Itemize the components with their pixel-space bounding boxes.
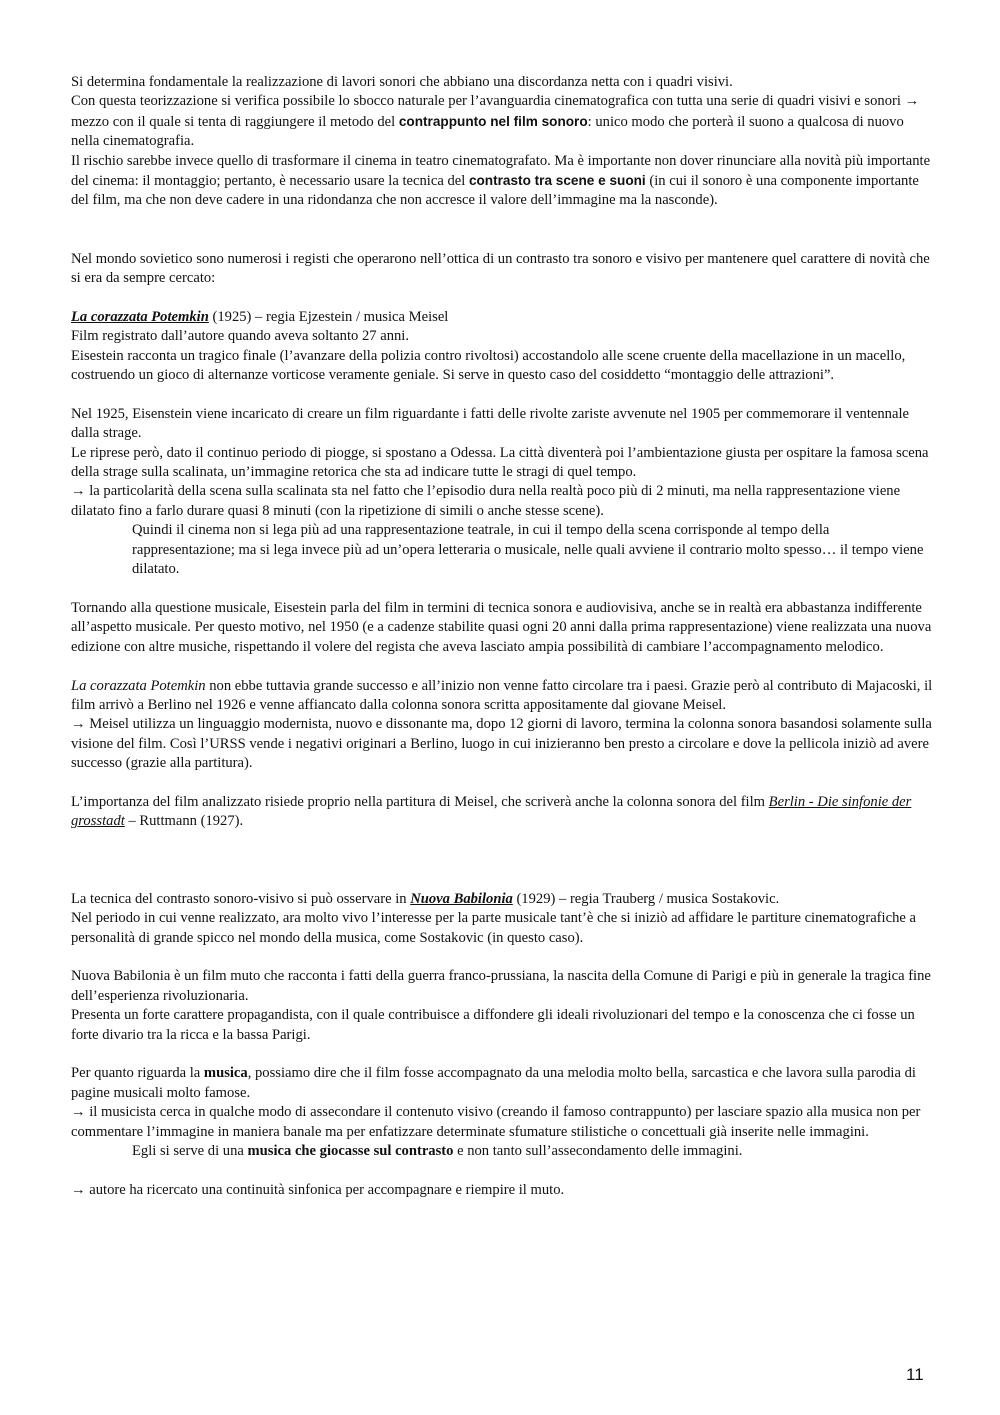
paragraph [71, 327, 933, 346]
indented-paragraph [71, 521, 933, 579]
text: : unico modo che porterà il suono a qualcosa di nuovo nella cinematografia. [71, 113, 904, 150]
paragraph [71, 715, 933, 773]
text: Nel mondo sovietico sono numerosi i registi che operarono nell’ottica di un contrasto tra sonoro e visivo per mantenere quel carattere di novità che si era da sempre cercato: [71, 250, 930, 287]
film-title-link[interactable]: La corazzata Potemkin [71, 308, 209, 325]
text: , possiamo dire che il film fosse accompagnato da una melodia molto bella, sarcastica e che lavora sulla parodia di pagine musicali molto famose. [71, 1065, 916, 1101]
page-number: 11 [906, 1365, 924, 1384]
paragraph [71, 152, 933, 211]
text: → autore ha ricercato una continuità sinfonica per accompagnare e riempire il muto. [71, 1181, 565, 1198]
paragraph [71, 1006, 933, 1045]
paragraph [71, 73, 933, 92]
paragraph [71, 677, 933, 716]
paragraph [71, 793, 933, 832]
text: Quindi il cinema non si lega più ad una rappresentazione teatrale, in cui il tempo della scena corrisponde al tempo della rappresentazione; ma si lega invece più ad un’opera letteraria o musicale, nelle quali avviene il contrario molto spesso… il tempo viene dilatato. [132, 522, 924, 578]
paragraph [71, 909, 933, 948]
film-title-link[interactable]: Berlin - Die sinfonie der grosstadt [71, 793, 912, 830]
text: non ebbe tuttavia grande successo e all’inizio non venne fatto circolare tra i paesi. Grazie però al contributo di Majacoski, il film arrivò a Berlino nel 1926 e venne affiancato dalla colonna sonora scritta appositamente dal giovane Meisel. [71, 677, 933, 713]
film-title-link[interactable]: Nuova Babilonia [410, 890, 513, 907]
text: (in cui il sonoro è una componente importante del film, ma che non deve cadere in una ridondanza che non accresce il valore dell’immagine ma la nasconde). [71, 173, 919, 209]
text: Si determina fondamentale la realizzazione di lavori sonori che abbiano una discordanza netta con i quadri visivi. [71, 74, 733, 90]
paragraph [71, 250, 933, 289]
paragraph [71, 890, 933, 909]
paragraph [71, 405, 933, 444]
paragraph [71, 1103, 933, 1142]
paragraph [71, 482, 933, 521]
text: (1925) – regia Ejzestein / musica Meisel [208, 308, 449, 325]
paragraph [71, 1181, 933, 1200]
indented-paragraph [71, 1142, 933, 1161]
paragraph [71, 599, 933, 657]
text: Le riprese però, dato il continuo periodo di piogge, si spostano a Odessa. La città diventerà poi l’ambientazione giusta per ospitare la famosa scena della strage sulla scalinata, un’immagine retorica che sta ad indicare tutte le stragi di quel tempo. [71, 444, 929, 481]
text: (1929) – regia Trauberg / musica Sostakovic. [512, 890, 780, 907]
text: Eisestein racconta un tragico finale (l’avanzare della polizia contro rivoltosi) accostandolo alle scene cruente della macellazione in un macello, costruendo un gioco di alternanze vorticose veramente geniale. Si serve in questo caso del cosiddetto “montaggio delle attrazioni”. [71, 347, 906, 384]
bold-term: musica che giocasse sul contrasto [247, 1143, 454, 1159]
text: Per quanto riguarda la [71, 1065, 204, 1082]
text: → la particolarità della scena sulla scalinata sta nel fatto che l’episodio dura nella realtà poco più di 2 minuti, ma nella rappresentazione viene dilatato fino a farlo durare quasi 8 minuti (con la ripetizione di simili o anche stesse scene). [71, 483, 901, 519]
paragraph [71, 92, 933, 151]
text: e non tanto sull’assecondamento delle immagini. [453, 1143, 743, 1159]
text: Con questa teorizzazione si verifica possibile lo sbocco naturale per l’avanguardia cinematografica con tutta una serie di quadri visivi e sonori → mezzo con il quale si tenta di raggiungere il metodo del [71, 93, 920, 130]
paragraph [71, 967, 933, 1006]
paragraph [71, 347, 933, 386]
page-body [71, 73, 933, 1200]
text: Nuova Babilonia è un film muto che racconta i fatti della guerra franco-prussiana, la nascita della Comune di Parigi e più in generale la tragica fine dell’esperienza rivoluzionaria. [71, 968, 931, 1004]
bold-term: musica [203, 1065, 248, 1082]
film-heading [71, 308, 933, 327]
text: → Meisel utilizza un linguaggio modernista, nuovo e dissonante ma, dopo 12 giorni di lavoro, termina la colonna sonora basandosi solamente sulla visione del film. Così l’URSS vende i negativi originari a Berlino, luogo in cui inizieranno ben presto a circolare e dove la pellicola iniziò ad avere successo (grazie alla partitura). [71, 716, 932, 772]
paragraph [71, 444, 933, 483]
text: Film registrato dall’autore quando aveva soltanto 27 anni. [71, 328, 410, 345]
bold-term: contrappunto nel film sonoro [398, 113, 588, 129]
text: Nel 1925, Eisenstein viene incaricato di creare un film riguardante i fatti delle rivolte zariste avvenute nel 1905 per commemorare il ventennale dalla strage. [71, 405, 909, 442]
paragraph [71, 1064, 933, 1103]
bold-term: contrasto tra scene e suoni [468, 173, 646, 189]
text: Il rischio sarebbe invece quello di trasformare il cinema in teatro cinematografato. Ma è importante non dover rinunciare alla novità più importante del cinema: il montaggio; pertanto, è necessario usare la tecnica del [71, 152, 931, 190]
text: L’importanza del film analizzato risiede proprio nella partitura di Meisel, che scriverà anche la colonna sonora del film [71, 793, 769, 810]
text: Tornando alla questione musicale, Eisestein parla del film in termini di tecnica sonora e audiovisiva, anche se in realtà era abbastanza indifferente all’aspetto musicale. Per questo motivo, nel 1950 (e a cadenze stabilite quasi ogni 20 anni dalla prima rappresentazione) viene realizzata una nuova edizione con altre musiche, rispettando il volere del regista che aveva lasciato ampia possibilità di cambiare l’accompagnamento melodico. [71, 599, 932, 655]
text: Presenta un forte carattere propagandista, con il quale contribuisce a diffondere gli ideali rivoluzionari del tempo e la conoscenza che ci fosse un forte divario tra la ricca e la bassa Parigi. [71, 1007, 915, 1043]
text: → il musicista cerca in qualche modo di assecondare il contenuto visivo (creando il famoso contrappunto) per lasciare spazio alla musica non per commentare l’immagine in maniera banale ma per enfatizzare determinate sfumature stilistiche o concettuali già inserite nelle immagini. [71, 1104, 921, 1140]
text: La tecnica del contrasto sonoro-visivo si può osservare in [71, 890, 411, 907]
italic-title: La corazzata Potemkin [71, 677, 206, 694]
text: Nel periodo in cui venne realizzato, ara molto vivo l’interesse per la parte musicale tant’è che si iniziò ad affidare le partiture cinematografiche a personalità di grande spicco nel mondo della musica, come Sostakovic (in questo caso). [71, 910, 916, 946]
text: Egli si serve di una [132, 1143, 248, 1159]
text: – Ruttmann (1927). [124, 813, 244, 830]
